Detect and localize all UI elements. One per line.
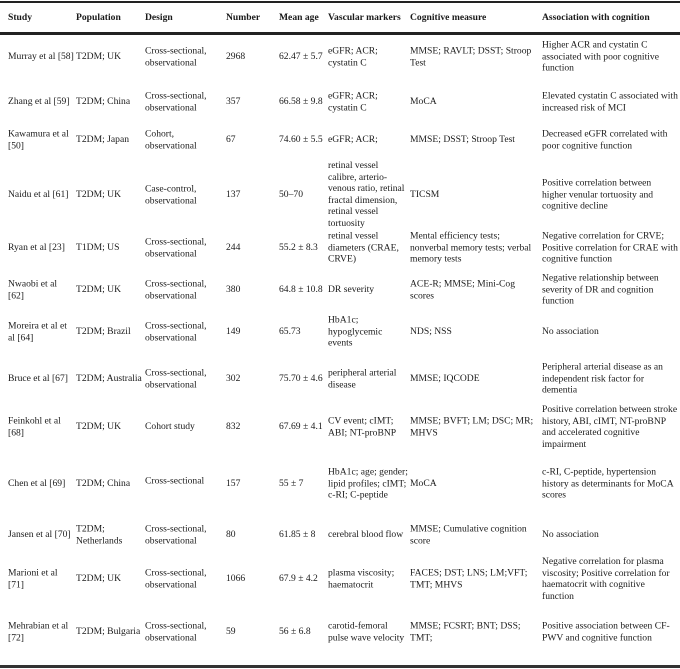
cell-population: T2DM; UK: [76, 51, 122, 63]
cell-association: Decreased eGFR correlated with poor cognitive function: [542, 128, 668, 151]
header-mean-age: Mean age: [279, 11, 319, 23]
cell-vascular-markers: eGFR; ACR;: [328, 134, 378, 146]
cell-vascular-markers: eGFR; ACR; cystatin C: [328, 90, 378, 113]
cell-design: Case-control, observational: [145, 183, 197, 206]
cell-association: Peripheral arterial disease as an independent risk factor for dementia: [542, 361, 663, 396]
cell-vascular-markers: eGFR; ACR; cystatin C: [328, 45, 378, 68]
cell-study: Naidu et al [61]: [8, 189, 69, 201]
cell-vascular-markers: plasma viscosity; haematocrit: [328, 567, 395, 590]
table-row: [0, 360, 680, 398]
cell-population: T2DM; UK: [76, 573, 122, 585]
cell-association: No association: [542, 326, 599, 338]
cell-design: Cross-sectional, observational: [145, 367, 207, 390]
cell-population: T2DM; Bulgaria: [76, 626, 141, 638]
header-design: Design: [145, 11, 173, 23]
table-row: [0, 612, 680, 652]
cell-mean-age: 67.69 ± 4.1: [279, 421, 323, 433]
header-population: Population: [76, 11, 121, 23]
cell-vascular-markers: cerebral blood flow: [328, 529, 404, 541]
cell-population: T1DM; US: [76, 242, 120, 254]
cell-design: Cross-sectional, observational: [145, 278, 207, 301]
cell-mean-age: 50–70: [279, 189, 303, 201]
cell-association: Negative correlation for CRVE; Positive correlation for CRAE with cognitive function: [542, 230, 678, 265]
cell-cognitive-measure: MoCA: [410, 96, 437, 108]
header-separator-rule: [0, 32, 680, 35]
cell-number: 67: [226, 134, 236, 146]
header-study: Study: [8, 11, 32, 23]
cell-cognitive-measure: MMSE; FCSRT; BNT; DSS; TMT;: [410, 620, 521, 643]
cell-number: 302: [226, 373, 241, 385]
cell-cognitive-measure: Mental efficiency tests; nonverbal memory tests; verbal memory tests: [410, 230, 532, 265]
cell-population: T2DM; UK: [76, 189, 122, 201]
cell-vascular-markers: DR severity: [328, 284, 375, 296]
table-row: [0, 160, 680, 230]
cell-number: 149: [226, 326, 241, 338]
table-row: [0, 460, 680, 508]
cell-study: Jansen et al [70]: [8, 529, 71, 541]
cell-design: Cross-sectional: [145, 475, 205, 487]
table-row: [0, 124, 680, 156]
cell-study: Marioni et al [71]: [8, 567, 58, 590]
table-row: [0, 84, 680, 120]
header-cognitive-measure: Cognitive measure: [410, 11, 487, 23]
table-header-row: [0, 3, 680, 32]
header-association: Association with cognition: [542, 11, 650, 23]
cell-association: Positive correlation between stroke history, ABI, cIMT, NT-proBNP and accelerated cognitive impairment: [542, 403, 678, 450]
cell-study: Ryan et al [23]: [8, 242, 65, 254]
cell-cognitive-measure: FACES; DST; LNS; LM;VFT; TMT; MHVS: [410, 567, 528, 590]
cell-number: 357: [226, 96, 241, 108]
cell-study: Mehrabian et al [72]: [8, 620, 69, 643]
cell-vascular-markers: peripheral arterial disease: [328, 367, 397, 390]
cell-number: 80: [226, 529, 236, 541]
cell-population: T2DM; Brazil: [76, 326, 131, 338]
header-number: Number: [226, 11, 261, 23]
cell-cognitive-measure: NDS; NSS: [410, 326, 452, 338]
cell-mean-age: 55 ± 7: [279, 478, 304, 490]
cell-population: T2DM; Japan: [76, 134, 130, 146]
cell-design: Cross-sectional, observational: [145, 320, 207, 343]
cell-design: Cross-sectional, observational: [145, 236, 207, 259]
cell-cognitive-measure: MMSE; BVFT; LM; DSC; MR; MHVS: [410, 415, 534, 438]
cell-number: 1066: [226, 573, 246, 585]
cell-vascular-markers: HbA1c; hypoglycemic events: [328, 314, 383, 349]
cell-number: 157: [226, 478, 241, 490]
cell-number: 59: [226, 626, 236, 638]
cell-association: Negative relationship between severity of DR and cognition function: [542, 272, 659, 307]
cell-population: T2DM; China: [76, 478, 131, 490]
cell-cognitive-measure: MMSE; Cumulative cognition score: [410, 523, 527, 546]
cell-population: T2DM; Australia: [76, 373, 142, 385]
cell-mean-age: 67.9 ± 4.2: [279, 573, 318, 585]
cell-design: Cross-sectional, observational: [145, 567, 207, 590]
cell-number: 380: [226, 284, 241, 296]
cell-mean-age: 74.60 ± 5.5: [279, 134, 323, 146]
cell-association: Positive correlation between higher venular tortuosity and cognitive decline: [542, 177, 654, 212]
cell-cognitive-measure: MMSE; IQCODE: [410, 373, 480, 385]
cell-design: Cross-sectional, observational: [145, 90, 207, 113]
cell-mean-age: 64.8 ± 10.8: [279, 284, 323, 296]
cell-mean-age: 56 ± 6.8: [279, 626, 311, 638]
cell-mean-age: 65.73: [279, 326, 301, 338]
cell-design: Cross-sectional, observational: [145, 523, 207, 546]
cell-mean-age: 75.70 ± 4.6: [279, 373, 323, 385]
cell-mean-age: 61.85 ± 8: [279, 529, 316, 541]
table-row: [0, 230, 680, 266]
cell-study: Chen et al [69]: [8, 478, 66, 490]
cell-cognitive-measure: MMSE; DSST; Stroop Test: [410, 134, 515, 146]
cell-population: T2DM; UK: [76, 284, 122, 296]
cell-population: T2DM; Netherlands: [76, 523, 123, 546]
cell-design: Cross-sectional, observational: [145, 45, 207, 68]
cell-association: Elevated cystatin C associated with increased risk of MCI: [542, 90, 678, 113]
table-row: [0, 38, 680, 76]
cell-cognitive-measure: MoCA: [410, 478, 437, 490]
table-row: [0, 404, 680, 450]
cell-study: Nwaobi et al [62]: [8, 278, 58, 301]
table-bottom-rule: [0, 665, 680, 668]
cell-association: c-RI, C-peptide, hypertension history as determinants for MoCA scores: [542, 466, 674, 501]
cell-study: Moreira et al et al [64]: [8, 320, 67, 343]
cell-number: 244: [226, 242, 241, 254]
cell-vascular-markers: HbA1c; age; gender; lipid profiles; cIMT; c-RI; C-peptide: [328, 466, 408, 501]
cell-study: Zhang et al [59]: [8, 96, 70, 108]
table-row: [0, 518, 680, 552]
cell-number: 137: [226, 189, 241, 201]
cell-population: T2DM; China: [76, 96, 131, 108]
cell-vascular-markers: CV event; cIMT; ABI; NT-proBNP: [328, 415, 397, 438]
table-row: [0, 314, 680, 350]
cell-study: Kawamura et al [50]: [8, 128, 69, 151]
cell-association: Negative correlation for plasma viscosity; Positive correlation for haematocrit with cognitive function: [542, 555, 670, 602]
cell-vascular-markers: retinal vessel calibre, arterio-venous ratio, retinal fractal dimension, retinal vessel tortuosity: [328, 160, 405, 230]
cell-study: Feinkohl et al [68]: [8, 415, 61, 438]
cell-association: No association: [542, 529, 599, 541]
cell-cognitive-measure: TICSM: [410, 189, 440, 201]
cell-design: Cohort study: [145, 421, 195, 433]
header-vascular-markers: Vascular markers: [328, 11, 401, 23]
cell-mean-age: 62.47 ± 5.7: [279, 51, 323, 63]
cell-mean-age: 55.2 ± 8.3: [279, 242, 318, 254]
cell-study: Bruce et al [67]: [8, 373, 68, 385]
cell-association: Higher ACR and cystatin C associated with poor cognitive function: [542, 39, 659, 74]
cell-design: Cross-sectional, observational: [145, 620, 207, 643]
table-row: [0, 272, 680, 308]
cell-association: Positive association between CF-PWV and cognitive function: [542, 620, 670, 643]
cell-number: 832: [226, 421, 241, 433]
cell-vascular-markers: carotid-femoral pulse wave velocity: [328, 620, 405, 643]
cell-vascular-markers: retinal vessel diameters (CRAE, CRVE): [328, 230, 399, 265]
cell-population: T2DM; UK: [76, 421, 122, 433]
cell-mean-age: 66.58 ± 9.8: [279, 96, 323, 108]
table-row: [0, 556, 680, 602]
cell-design: Cohort, observational: [145, 128, 197, 151]
cell-cognitive-measure: ACE-R; MMSE; Mini-Cog scores: [410, 278, 516, 301]
cell-number: 2968: [226, 51, 246, 63]
cell-study: Murray et al [58]: [8, 51, 74, 63]
cell-cognitive-measure: MMSE; RAVLT; DSST; Stroop Test: [410, 45, 532, 68]
